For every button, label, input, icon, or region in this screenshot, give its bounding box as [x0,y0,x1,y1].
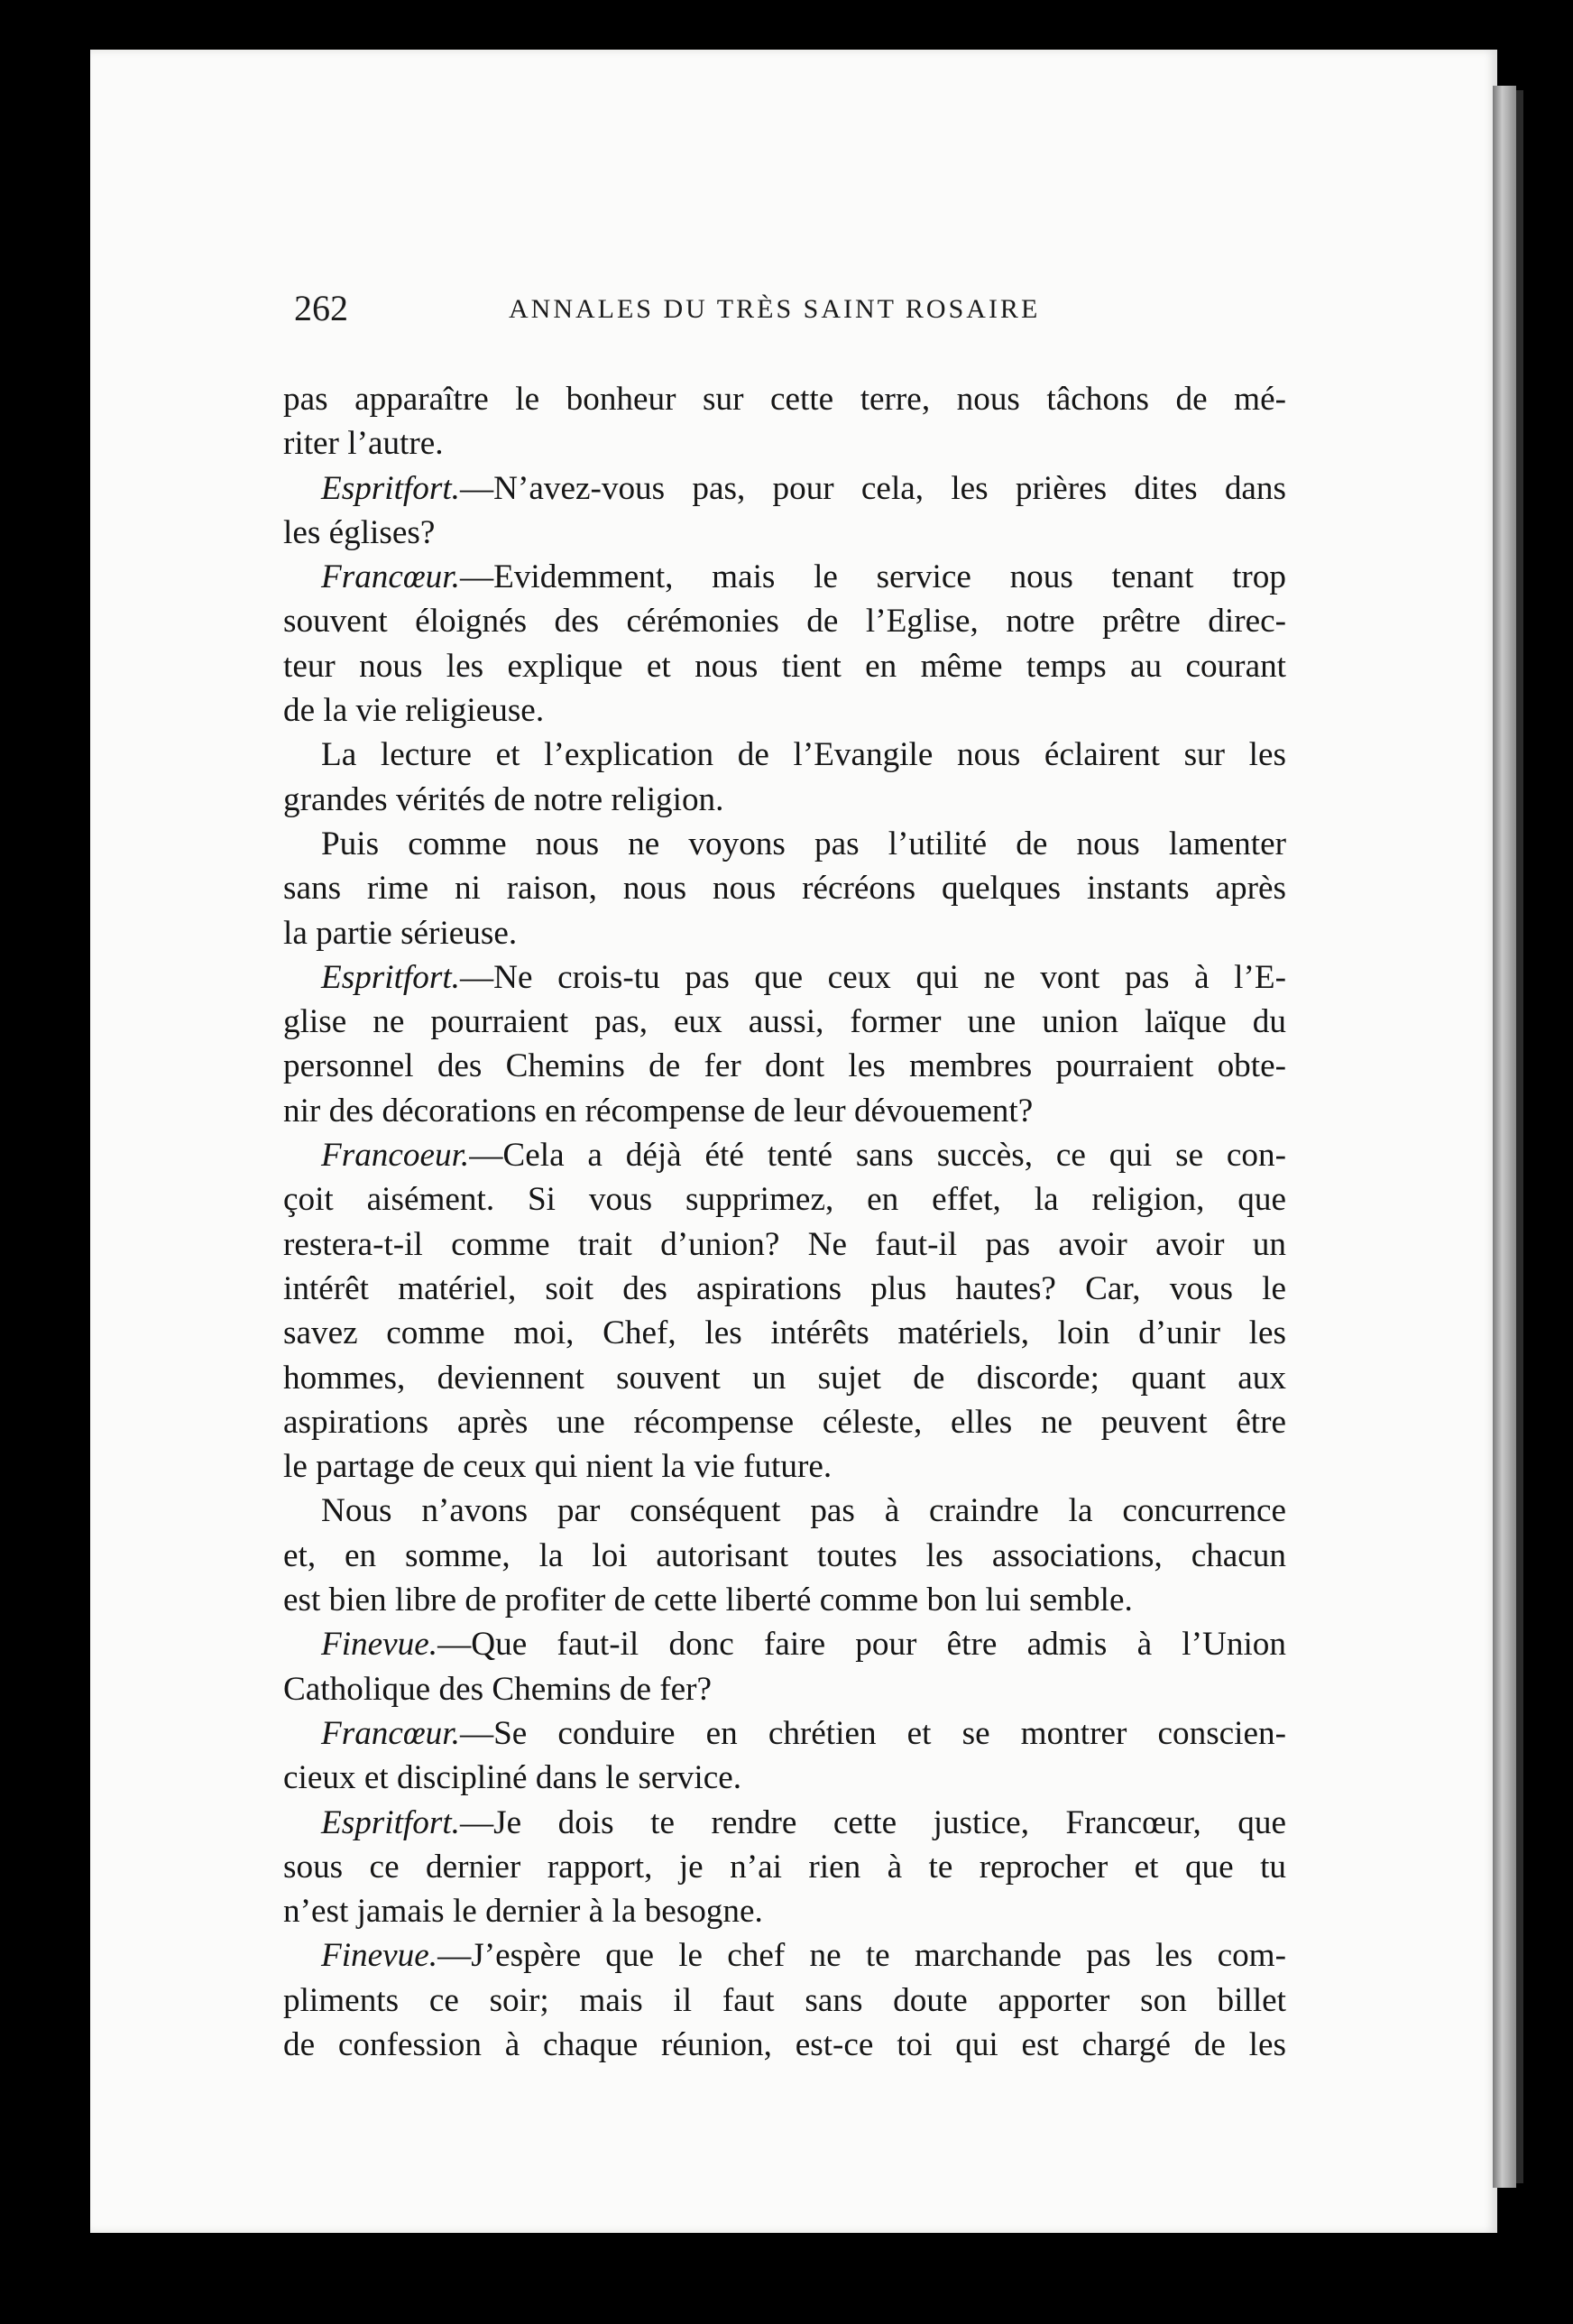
line-text: pas apparaître le bonheur sur cette terre, nous tâchons de mé- [283,381,1286,418]
text-line [283,1578,1286,1622]
body-text [283,377,1286,2067]
line-text: —Ne crois-tu pas que ceux qui ne vont pas à l’E- [459,958,1286,996]
text-line [283,688,1286,733]
text-line [283,1267,1286,1311]
text-line [283,1356,1286,1400]
line-text: est bien libre de profiter de cette liberté comme bon lui semble. [283,1582,1133,1619]
line-text: glise ne pourraient pas, eux aussi, former une union laïque du [283,1003,1286,1041]
book-spine-edge [1516,90,1523,2183]
text-line [283,1000,1286,1044]
line-text: —N’avez-vous pas, pour cela, les prières dites dans [459,469,1286,507]
line-text: çoit aisément. Si vous supprimez, en effet, la religion, que [283,1181,1286,1219]
line-text: intérêt matériel, soit des aspirations plus hautes? Car, vous le [283,1269,1286,1307]
line-text: nir des décorations en récompense de leur dévouement? [283,1092,1034,1130]
line-text: grandes vérités de notre religion. [283,780,724,818]
line-text: —J’espère que le chef ne te marchande pas les com- [437,1937,1286,1975]
speaker-name: Finevue. [321,1937,438,1975]
line-text: de confession à chaque réunion, est-ce toi qui est chargé de les [283,2025,1286,2063]
book-spine [1493,86,1516,2188]
line-text: aspirations après une récompense céleste, elles ne peuvent être [283,1403,1286,1441]
text-line [283,1400,1286,1444]
text-line [283,911,1286,955]
text-line [283,822,1286,866]
line-text: le partage de ceux qui nient la vie future. [283,1448,832,1486]
speaker-name: Francœur. [321,1714,460,1752]
text-line [283,1222,1286,1267]
line-text: —Se conduire en chrétien et se montrer conscien- [459,1714,1286,1752]
text-line [283,466,1286,511]
line-text: n’est jamais le dernier à la besogne. [283,1893,763,1931]
text-line [283,778,1286,822]
text-line [283,733,1286,777]
speaker-name: Espritfort. [321,1803,460,1841]
text-line [283,644,1286,688]
text-line [283,866,1286,910]
line-text: —Cela a déjà été tenté sans succès, ce qui se con- [469,1137,1286,1175]
line-text: restera-t-il comme trait d’union? Ne faut-il pas avoir avoir un [283,1225,1286,1263]
line-text: Nous n’avons par conséquent pas à craindre la concurrence [321,1492,1286,1530]
line-text: personnel des Chemins de fer dont les membres pourraient obte- [283,1047,1286,1085]
text-line [283,1845,1286,1889]
line-text: —Evidemment, mais le service nous tenant trop [459,558,1286,596]
page-header [294,287,1268,341]
text-line [283,1133,1286,1177]
speaker-name: Espritfort. [321,469,460,507]
line-text: teur nous les explique et nous tient en même temps au courant [283,647,1286,685]
line-text: et, en somme, la loi autorisant toutes les associations, chacun [283,1536,1286,1574]
text-line [283,599,1286,643]
page-number: 262 [294,288,348,328]
speaker-name: Francoeur. [321,1137,470,1175]
line-text: pliments ce soir; mais il faut sans doute apporter son billet [283,1981,1286,2019]
text-line [283,2023,1286,2067]
text-line [283,421,1286,466]
text-line [283,377,1286,421]
text-line [283,1756,1286,1800]
line-text: La lecture et l’explication de l’Evangile nous éclairent sur les [321,736,1286,774]
text-line [283,1044,1286,1088]
text-line [283,1801,1286,1845]
line-text: sous ce dernier rapport, je n’ai rien à te reprocher et que tu [283,1848,1286,1886]
line-text: riter l’autre. [283,425,444,463]
line-text: de la vie religieuse. [283,692,545,730]
line-text: souvent éloignés des cérémonies de l’Eglise, notre prêtre direc- [283,603,1286,641]
text-line [283,1444,1286,1489]
text-line [283,1177,1286,1222]
line-text: savez comme moi, Chef, les intérêts matériels, loin d’unir les [283,1314,1286,1352]
speaker-name: Espritfort. [321,958,460,996]
running-title: ANNALES DU TRÈS SAINT ROSAIRE [509,294,1041,324]
text-line [283,1622,1286,1666]
line-text: les églises? [283,513,436,551]
line-text: Catholique des Chemins de fer? [283,1670,713,1708]
speaker-name: Francœur. [321,558,460,596]
text-line [283,1667,1286,1711]
text-line [283,1978,1286,2023]
line-text: —Je dois te rendre cette justice, Francœur, que [459,1803,1286,1841]
line-text: cieux et discipliné dans le service. [283,1759,742,1797]
text-line [283,1711,1286,1756]
line-text: —Que faut-il donc faire pour être admis à l’Union [437,1626,1286,1664]
text-line [283,511,1286,555]
line-text: hommes, deviennent souvent un sujet de discorde; quant aux [283,1359,1286,1397]
speaker-name: Finevue. [321,1626,438,1664]
text-line [283,555,1286,599]
line-text: la partie sérieuse. [283,914,518,952]
line-text: sans rime ni raison, nous nous récréons quelques instants après [283,870,1286,908]
line-text: Puis comme nous ne voyons pas l’utilité de nous lamenter [321,825,1286,862]
text-line [283,1933,1286,1978]
text-line [283,955,1286,1000]
text-line [283,1489,1286,1533]
text-line [283,1311,1286,1355]
text-line [283,1089,1286,1133]
text-line [283,1534,1286,1578]
text-line [283,1889,1286,1933]
